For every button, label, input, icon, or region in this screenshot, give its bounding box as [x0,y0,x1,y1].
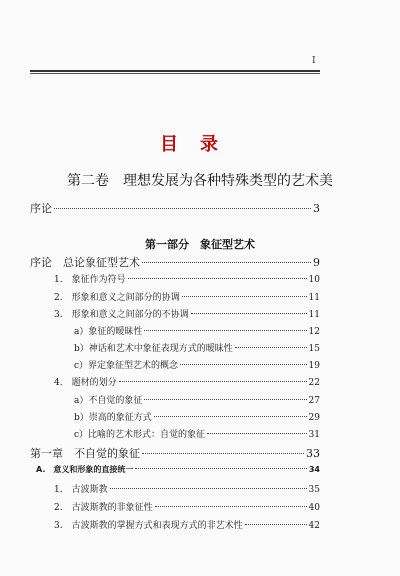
toc-entry-page: 15 [308,344,320,354]
dot-leader [144,330,306,331]
toc-entry-label: a）不自觉的象征 [74,396,143,406]
toc-entry[interactable] [54,482,320,495]
volume-heading: 第二卷 理想发展为各种特殊类型的艺术美 [67,173,333,189]
toc-entry-label: 序论 [30,202,52,215]
toc-entry-label: 2. 古波斯教的非象征性 [54,503,153,513]
toc-entry[interactable] [54,500,320,513]
dot-leader [235,347,307,348]
toc-entry-page: 29 [308,413,320,423]
dot-leader [135,468,306,469]
toc-entry-page: 3 [313,202,320,215]
toc-entry-page: 19 [308,361,320,371]
toc-entry-label: 3. 古波斯教的掌握方式和表现方式的非艺术性 [54,521,243,531]
part-heading: 第一部分 象征型艺术 [145,238,255,251]
header-page-number: I [312,56,316,66]
dot-leader [191,313,307,314]
toc-entry-label: 3. 形象和意义之间部分的不协调 [54,310,189,320]
toc-title: 目录 [160,134,240,155]
header-rule [30,70,320,72]
toc-entry-label: b）崇高的象征方式 [74,413,152,423]
toc-entry-label: 第一章 不自觉的象征 [30,447,140,460]
toc-entry-label: c）比喻的艺术形式：自觉的象征 [74,430,206,440]
toc-entry[interactable] [54,290,320,303]
toc-entry-page: 40 [308,503,320,513]
toc-entry-label: c）界定象征型艺术的概念 [74,361,179,371]
toc-entry-page: 11 [308,310,320,320]
toc-entry[interactable] [54,307,320,320]
header-rule-thin [30,73,320,74]
toc-entry[interactable] [30,445,320,461]
dot-leader [207,433,307,434]
toc-entry-label: A. 意义和形象的直接统一 [36,465,134,474]
dot-leader [180,364,307,365]
toc-entry-label: b）神话和艺术中象征表现方式的暧昧性 [74,344,233,354]
toc-entry-page: 11 [308,293,320,303]
toc-entry[interactable] [74,358,320,371]
dot-leader [245,524,307,525]
toc-entry-label: 4. 题材的划分 [54,378,117,388]
toc-entry[interactable] [30,200,320,216]
dot-leader [110,488,307,489]
toc-entry-label: 1. 象征作为符号 [54,275,126,285]
toc-entry-page: 35 [308,485,320,495]
toc-entry[interactable] [74,393,320,406]
dot-leader [155,506,307,507]
toc-entry[interactable] [30,254,320,270]
toc-entry-page: 33 [306,447,320,460]
toc-entry-page: 12 [308,327,320,337]
toc-entry[interactable] [74,427,320,440]
toc-entry-label: a）象征的暧昧性 [74,327,143,337]
toc-entry-label: 2. 形象和意义之间部分的协调 [54,293,180,303]
dot-leader [54,208,311,209]
dot-leader [154,416,307,417]
dot-leader [119,381,307,382]
dot-leader [144,399,306,400]
toc-entry-label: 序论 总论象征型艺术 [30,256,140,269]
toc-entry[interactable] [74,341,320,354]
toc-entry[interactable] [74,410,320,423]
toc-entry[interactable] [36,464,320,475]
toc-entry[interactable] [54,375,320,388]
toc-entry-page: 31 [308,430,320,440]
toc-entry[interactable] [74,324,320,337]
toc-entry-page: 22 [308,378,320,388]
dot-leader [142,453,304,454]
toc-entry-page: 9 [313,256,320,269]
dot-leader [142,262,311,263]
toc-entry[interactable] [54,518,320,531]
toc-entry-label: 1. 古波斯教 [54,485,108,495]
dot-leader [182,296,307,297]
toc-entry-page: 10 [308,275,320,285]
toc-entry-page: 42 [308,521,320,531]
toc-entry-page: 34 [308,465,320,474]
toc-entry[interactable] [54,272,320,285]
dot-leader [128,278,307,279]
toc-entry-page: 27 [308,396,320,406]
